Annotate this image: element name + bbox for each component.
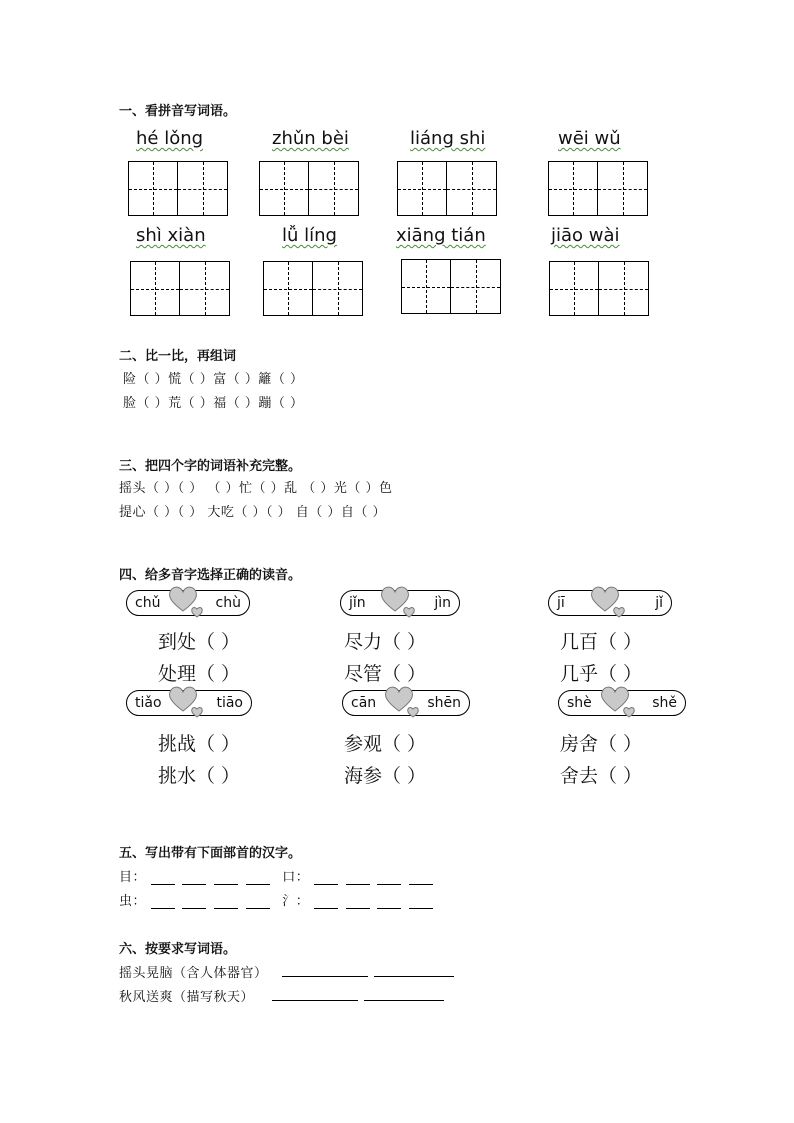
pinyin-7: xiāng tián — [396, 225, 486, 246]
section-5-heading: 五、写出带有下面部首的汉字。 — [119, 846, 302, 861]
pinyin-3: liáng shi — [410, 128, 486, 149]
reading-option-left[interactable]: tiǎo — [135, 695, 162, 711]
radical-row-2 — [119, 890, 433, 909]
pinyin-2: zhǔn bèi — [272, 128, 349, 149]
pinyin-4: wēi wǔ — [558, 128, 621, 149]
answer-blank[interactable] — [377, 894, 401, 909]
pinyin-choice-pill — [126, 690, 252, 716]
polyphone-word[interactable]: 舍去（ ） — [560, 765, 643, 787]
writing-grid[interactable] — [130, 261, 230, 316]
answer-blank[interactable] — [246, 894, 270, 909]
answer-blank[interactable] — [214, 870, 238, 885]
reading-option-left[interactable]: jī — [557, 595, 565, 611]
reading-option-right[interactable]: shēn — [427, 695, 461, 711]
writing-grid[interactable] — [401, 259, 501, 314]
reading-option-right[interactable]: jǐ — [655, 595, 663, 611]
pinyin-choice-pill — [342, 690, 470, 716]
answer-blank[interactable] — [314, 870, 338, 885]
polyphone-word[interactable]: 几百（ ） — [560, 631, 643, 653]
reading-option-right[interactable]: shě — [652, 695, 677, 711]
pinyin-choice-pill — [340, 590, 460, 616]
answer-blank[interactable] — [282, 962, 368, 977]
reading-option-left[interactable]: chǔ — [135, 595, 161, 611]
radical-label: 目： — [119, 870, 147, 885]
section-4-heading: 四、给多音字选择正确的读音。 — [119, 568, 302, 583]
reading-option-left[interactable]: shè — [567, 695, 592, 711]
pinyin-5: shì xiàn — [136, 225, 206, 246]
reading-option-left[interactable]: cān — [351, 695, 377, 711]
writing-grid[interactable] — [548, 161, 648, 216]
answer-blank[interactable] — [346, 870, 370, 885]
polyphone-word[interactable]: 海参（ ） — [344, 765, 427, 787]
polyphone-word[interactable]: 尽管（ ） — [344, 663, 427, 685]
answer-blank[interactable] — [409, 870, 433, 885]
compare-row-2[interactable]: 脸（ ）荒（ ）福（ ）蹦（ ） — [123, 396, 304, 411]
pinyin-1: hé lǒng — [136, 128, 204, 149]
polyphone-word[interactable]: 房舍（ ） — [560, 733, 643, 755]
polyphone-word[interactable]: 处理（ ） — [158, 663, 241, 685]
section-3-heading: 三、把四个字的词语补充完整。 — [119, 459, 302, 474]
polyphone-word[interactable]: 挑水（ ） — [158, 765, 241, 787]
writing-grid[interactable] — [128, 161, 228, 216]
answer-blank[interactable] — [151, 870, 175, 885]
answer-blank[interactable] — [182, 894, 206, 909]
reading-option-right[interactable]: chù — [215, 595, 241, 611]
pinyin-8: jiāo wài — [551, 225, 620, 246]
heart-icon — [589, 585, 629, 619]
answer-blank[interactable] — [346, 894, 370, 909]
polyphone-word[interactable]: 挑战（ ） — [158, 733, 241, 755]
answer-blank[interactable] — [182, 870, 206, 885]
section-2-heading: 二、比一比，再组词 — [119, 349, 237, 364]
reading-option-left[interactable]: jǐn — [349, 595, 366, 611]
radical-row-1 — [119, 866, 433, 885]
heart-icon — [167, 685, 207, 719]
heart-icon — [599, 685, 639, 719]
answer-blank[interactable] — [374, 962, 454, 977]
reading-option-right[interactable]: tiāo — [216, 695, 243, 711]
idiom-row-1[interactable]: 摇头（ ）（ ） （ ）忙（ ）乱 （ ）光（ ）色 — [119, 481, 393, 496]
answer-blank[interactable] — [377, 870, 401, 885]
pinyin-6: lǚ líng — [282, 225, 337, 246]
radical-label: 口： — [282, 870, 310, 885]
idiom-row-2[interactable]: 提心（ ）（ ） 大吃（ ）（ ） 自（ ）自（ ） — [119, 505, 387, 520]
answer-blank[interactable] — [214, 894, 238, 909]
section-1-heading: 一、看拼音写词语。 — [119, 104, 237, 119]
polyphone-word[interactable]: 参观（ ） — [344, 733, 427, 755]
heart-icon — [167, 585, 207, 619]
section-6-heading: 六、按要求写词语。 — [119, 942, 237, 957]
answer-blank[interactable] — [246, 870, 270, 885]
heart-icon — [383, 685, 423, 719]
writing-grid[interactable] — [549, 261, 649, 316]
answer-blank[interactable] — [364, 986, 444, 1001]
pinyin-choice-pill — [126, 590, 250, 616]
radical-label: 虫： — [119, 894, 147, 909]
writing-grid[interactable] — [397, 161, 497, 216]
answer-blank[interactable] — [151, 894, 175, 909]
polyphone-word[interactable]: 到处（ ） — [158, 631, 241, 653]
answer-blank[interactable] — [272, 986, 358, 1001]
answer-blank[interactable] — [409, 894, 433, 909]
pinyin-choice-pill — [548, 590, 672, 616]
compare-row-1[interactable]: 险（ ）慌（ ）富（ ）籬（ ） — [123, 372, 304, 387]
answer-blank[interactable] — [314, 894, 338, 909]
polyphone-word[interactable]: 几乎（ ） — [560, 663, 643, 685]
polyphone-word[interactable]: 尽力（ ） — [344, 631, 427, 653]
radical-label: 氵： — [282, 894, 310, 909]
heart-icon — [379, 585, 419, 619]
writing-grid[interactable] — [263, 261, 363, 316]
reading-option-right[interactable]: jìn — [434, 595, 451, 611]
word-task-label-2: 秋风送爽（描写秋天） — [119, 990, 255, 1005]
word-task-label-1: 摇头晃脑（含人体器官） — [119, 966, 268, 981]
writing-grid[interactable] — [259, 161, 359, 216]
pinyin-choice-pill — [558, 690, 686, 716]
